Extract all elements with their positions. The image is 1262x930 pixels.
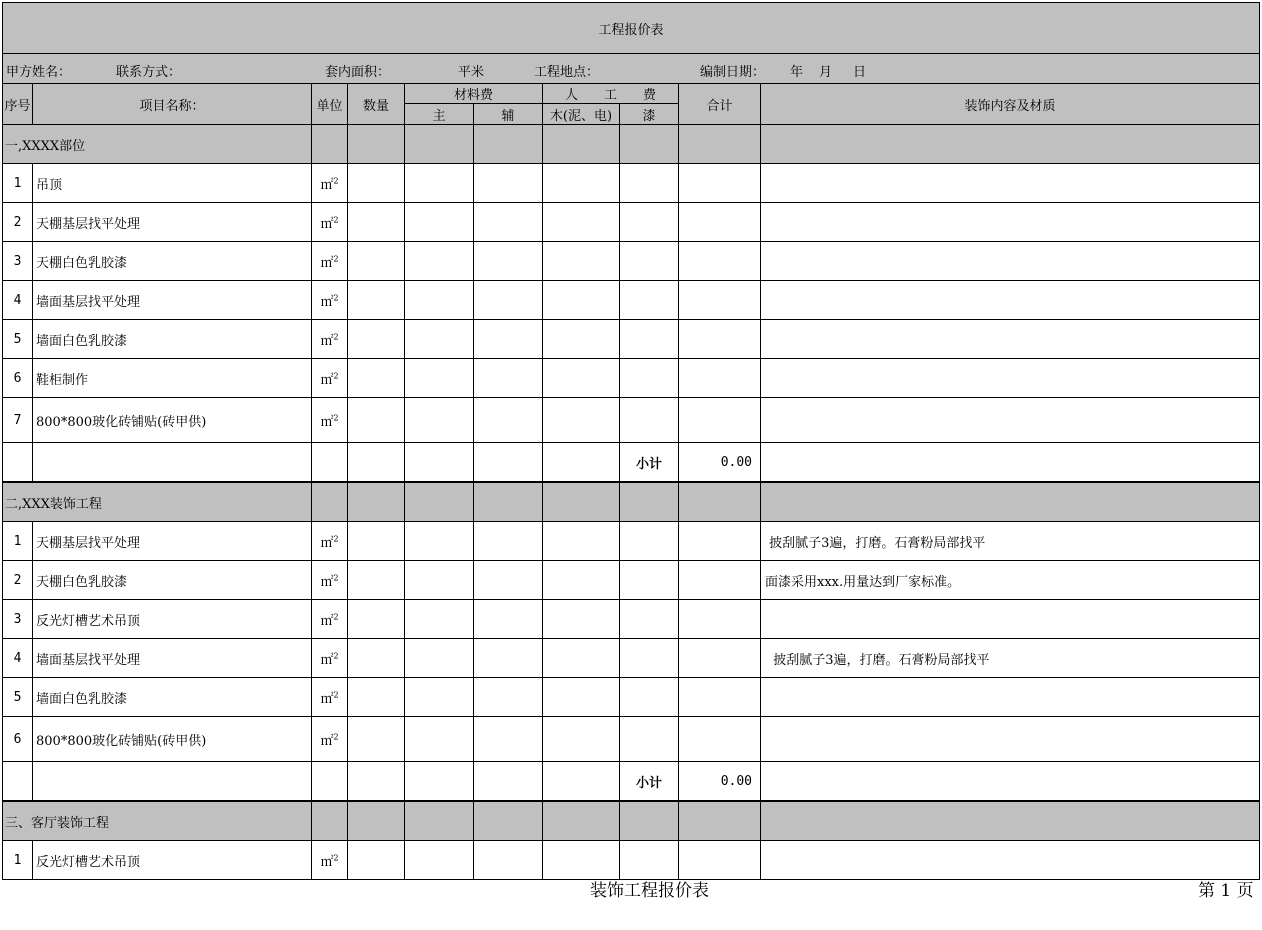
section-cell (348, 801, 405, 841)
table-row (3, 398, 1260, 443)
row-name: 800*800玻化砖铺贴(砖甲供) (33, 398, 312, 443)
row-labor-wood (543, 639, 620, 678)
row-labor-paint (620, 242, 679, 281)
section-title: 二,XXX装饰工程 (3, 482, 312, 522)
row-name: 反光灯槽艺术吊顶 (33, 841, 312, 880)
row-labor-wood (543, 561, 620, 600)
row-seq: 3 (3, 242, 33, 281)
row-labor-wood (543, 203, 620, 242)
section-cell (620, 801, 679, 841)
section-cell (312, 801, 348, 841)
section-cell (679, 801, 761, 841)
section-header (3, 482, 1260, 522)
row-unit (312, 281, 348, 320)
table-row (3, 600, 1260, 639)
header-unit: 单位 (312, 84, 348, 125)
subtotal-row (3, 762, 1260, 802)
row-qty (348, 281, 405, 320)
row-seq: 5 (3, 320, 33, 359)
row-labor-paint (620, 398, 679, 443)
row-labor-wood (543, 281, 620, 320)
row-desc: 披刮腻子3遍，打磨。石膏粉局部找平 (761, 639, 1260, 678)
unit-superscript: 2 (333, 332, 339, 342)
section-cell (405, 801, 474, 841)
unit-superscript: 2 (333, 651, 339, 661)
section-cell (543, 125, 620, 164)
unit-symbol: ㎡ (320, 535, 334, 551)
subtotal-row (3, 443, 1260, 483)
row-material-main (405, 841, 474, 880)
header-qty: 数量 (348, 84, 405, 125)
subtotal-empty (543, 762, 620, 802)
unit-superscript: 2 (333, 534, 339, 544)
row-total (679, 281, 761, 320)
section-cell (543, 482, 620, 522)
row-labor-paint (620, 359, 679, 398)
table-row (3, 639, 1260, 678)
row-qty (348, 841, 405, 880)
section-cell (761, 801, 1260, 841)
section-cell (405, 125, 474, 164)
unit-superscript: 2 (333, 176, 339, 186)
row-desc: 面漆采用xxx.用量达到厂家标准。 (761, 561, 1260, 600)
row-seq: 2 (3, 561, 33, 600)
section-cell (474, 125, 543, 164)
unit-symbol: ㎡ (320, 333, 334, 349)
row-desc (761, 398, 1260, 443)
row-labor-wood (543, 841, 620, 880)
unit-symbol: ㎡ (320, 574, 334, 590)
unit-symbol: ㎡ (320, 255, 334, 271)
info-row (3, 54, 1260, 84)
date-month: 月 (819, 65, 833, 80)
row-unit (312, 242, 348, 281)
row-labor-wood (543, 164, 620, 203)
row-unit (312, 164, 348, 203)
row-seq: 6 (3, 359, 33, 398)
row-total (679, 639, 761, 678)
row-name: 天棚基层找平处理 (33, 522, 312, 561)
row-desc (761, 841, 1260, 880)
row-labor-wood (543, 678, 620, 717)
table-row (3, 841, 1260, 880)
subtotal-label: 小计 (620, 762, 679, 802)
row-qty (348, 522, 405, 561)
row-total (679, 678, 761, 717)
row-name: 墙面白色乳胶漆 (33, 678, 312, 717)
row-total (679, 717, 761, 762)
table-row (3, 242, 1260, 281)
section-cell (312, 482, 348, 522)
row-material-aux (474, 203, 543, 242)
header-labor: 人 工 费 (543, 84, 679, 104)
row-qty (348, 639, 405, 678)
subtotal-label: 小计 (620, 443, 679, 483)
row-material-main (405, 398, 474, 443)
contact-label: 联系方式： (116, 65, 182, 80)
row-labor-wood (543, 359, 620, 398)
area-unit: 平米 (458, 65, 485, 80)
row-material-main (405, 164, 474, 203)
row-material-aux (474, 600, 543, 639)
row-material-aux (474, 320, 543, 359)
row-seq: 3 (3, 600, 33, 639)
row-total (679, 398, 761, 443)
section-cell (620, 125, 679, 164)
quote-table (2, 2, 1260, 880)
unit-symbol: ㎡ (320, 613, 334, 629)
unit-symbol: ㎡ (320, 216, 334, 232)
row-labor-paint (620, 600, 679, 639)
table-row (3, 281, 1260, 320)
row-material-aux (474, 561, 543, 600)
row-unit (312, 717, 348, 762)
row-unit (312, 678, 348, 717)
subtotal-empty (348, 762, 405, 802)
unit-superscript: 2 (333, 690, 339, 700)
row-desc (761, 678, 1260, 717)
subtotal-empty (474, 762, 543, 802)
subtotal-empty (405, 762, 474, 802)
section-cell (543, 801, 620, 841)
unit-symbol: ㎡ (320, 652, 334, 668)
unit-superscript: 2 (333, 371, 339, 381)
row-desc (761, 281, 1260, 320)
unit-symbol: ㎡ (320, 854, 334, 870)
row-seq: 1 (3, 164, 33, 203)
row-desc (761, 359, 1260, 398)
sheet-title: 工程报价表 (3, 3, 1260, 54)
section-cell (348, 482, 405, 522)
subtotal-value: 0.00 (679, 762, 761, 802)
row-name: 吊顶 (33, 164, 312, 203)
table-row (3, 522, 1260, 561)
subtotal-empty (312, 443, 348, 483)
row-qty (348, 203, 405, 242)
row-qty (348, 164, 405, 203)
row-desc (761, 164, 1260, 203)
footer-title: 装饰工程报价表 (590, 881, 709, 901)
date-year: 年 (790, 65, 804, 80)
row-desc (761, 242, 1260, 281)
row-name: 鞋柜制作 (33, 359, 312, 398)
table-row (3, 164, 1260, 203)
row-material-main (405, 359, 474, 398)
row-seq: 6 (3, 717, 33, 762)
row-total (679, 164, 761, 203)
section-cell (474, 801, 543, 841)
row-labor-paint (620, 281, 679, 320)
row-seq: 4 (3, 281, 33, 320)
row-qty (348, 398, 405, 443)
row-total (679, 203, 761, 242)
row-total (679, 320, 761, 359)
row-material-main (405, 242, 474, 281)
row-total (679, 600, 761, 639)
row-material-aux (474, 841, 543, 880)
unit-superscript: 2 (333, 573, 339, 583)
row-unit (312, 359, 348, 398)
footer-page-number: 第 1 页 (1198, 881, 1254, 901)
subtotal-empty (33, 762, 312, 802)
row-qty (348, 561, 405, 600)
unit-superscript: 2 (333, 293, 339, 303)
row-qty (348, 717, 405, 762)
section-cell (761, 482, 1260, 522)
row-material-main (405, 320, 474, 359)
table-row (3, 320, 1260, 359)
row-labor-wood (543, 717, 620, 762)
unit-symbol: ㎡ (320, 177, 334, 193)
row-desc (761, 320, 1260, 359)
row-material-main (405, 717, 474, 762)
unit-superscript: 2 (333, 413, 339, 423)
row-material-main (405, 561, 474, 600)
row-labor-wood (543, 242, 620, 281)
subtotal-empty (543, 443, 620, 483)
table-row (3, 717, 1260, 762)
row-unit (312, 398, 348, 443)
row-name: 天棚基层找平处理 (33, 203, 312, 242)
section-cell (761, 125, 1260, 164)
row-seq: 7 (3, 398, 33, 443)
section-cell (405, 482, 474, 522)
row-labor-paint (620, 320, 679, 359)
row-material-aux (474, 359, 543, 398)
row-name: 天棚白色乳胶漆 (33, 242, 312, 281)
unit-symbol: ㎡ (320, 372, 334, 388)
row-qty (348, 359, 405, 398)
row-labor-paint (620, 164, 679, 203)
unit-superscript: 2 (333, 215, 339, 225)
section-title: 一,XXXX部位 (3, 125, 312, 164)
section-cell (679, 482, 761, 522)
section-cell (679, 125, 761, 164)
subtotal-empty (33, 443, 312, 483)
row-name: 墙面基层找平处理 (33, 639, 312, 678)
row-desc (761, 717, 1260, 762)
row-labor-paint (620, 717, 679, 762)
row-desc (761, 203, 1260, 242)
row-unit (312, 639, 348, 678)
date-label: 编制日期： (700, 65, 766, 80)
row-total (679, 561, 761, 600)
header-paint: 漆 (620, 104, 679, 125)
row-qty (348, 678, 405, 717)
unit-superscript: 2 (333, 853, 339, 863)
unit-superscript: 2 (333, 732, 339, 742)
section-header (3, 125, 1260, 164)
row-total (679, 522, 761, 561)
subtotal-empty (3, 762, 33, 802)
row-unit (312, 320, 348, 359)
row-qty (348, 242, 405, 281)
row-name: 天棚白色乳胶漆 (33, 561, 312, 600)
row-desc: 披刮腻子3遍，打磨。石膏粉局部找平 (761, 522, 1260, 561)
unit-symbol: ㎡ (320, 691, 334, 707)
header-main: 主 (405, 104, 474, 125)
row-labor-paint (620, 639, 679, 678)
row-material-main (405, 281, 474, 320)
header-wood: 木(泥、电) (543, 104, 620, 125)
row-seq: 1 (3, 841, 33, 880)
row-labor-wood (543, 600, 620, 639)
row-labor-paint (620, 522, 679, 561)
unit-symbol: ㎡ (320, 294, 334, 310)
row-unit (312, 600, 348, 639)
row-name: 反光灯槽艺术吊顶 (33, 600, 312, 639)
row-labor-paint (620, 203, 679, 242)
row-unit (312, 203, 348, 242)
header-total: 合计 (679, 84, 761, 125)
subtotal-empty (405, 443, 474, 483)
header-desc: 装饰内容及材质 (761, 84, 1260, 125)
row-material-main (405, 678, 474, 717)
row-total (679, 841, 761, 880)
row-total (679, 359, 761, 398)
unit-symbol: ㎡ (320, 733, 334, 749)
header-material: 材料费 (405, 84, 543, 104)
row-seq: 5 (3, 678, 33, 717)
section-cell (620, 482, 679, 522)
row-labor-paint (620, 841, 679, 880)
row-material-main (405, 522, 474, 561)
section-cell (474, 482, 543, 522)
unit-superscript: 2 (333, 612, 339, 622)
row-labor-wood (543, 522, 620, 561)
header-seq: 序号 (3, 84, 33, 125)
row-total (679, 242, 761, 281)
row-material-aux (474, 164, 543, 203)
row-labor-paint (620, 561, 679, 600)
header-name: 项目名称： (33, 84, 312, 125)
table-row (3, 203, 1260, 242)
client-name-label: 甲方姓名： (6, 65, 72, 80)
row-name: 墙面基层找平处理 (33, 281, 312, 320)
row-material-aux (474, 717, 543, 762)
subtotal-desc (761, 762, 1260, 802)
row-seq: 2 (3, 203, 33, 242)
row-labor-wood (543, 398, 620, 443)
row-qty (348, 600, 405, 639)
row-material-main (405, 203, 474, 242)
table-row (3, 678, 1260, 717)
subtotal-empty (3, 443, 33, 483)
section-title: 三、客厅装饰工程 (3, 801, 312, 841)
subtotal-value: 0.00 (679, 443, 761, 483)
row-desc (761, 600, 1260, 639)
subtotal-empty (474, 443, 543, 483)
subtotal-desc (761, 443, 1260, 483)
section-cell (348, 125, 405, 164)
row-seq: 1 (3, 522, 33, 561)
row-material-main (405, 639, 474, 678)
row-qty (348, 320, 405, 359)
row-unit (312, 561, 348, 600)
table-row (3, 561, 1260, 600)
unit-superscript: 2 (333, 254, 339, 264)
row-name: 800*800玻化砖铺贴(砖甲供) (33, 717, 312, 762)
section-cell (312, 125, 348, 164)
table-row (3, 359, 1260, 398)
row-material-aux (474, 678, 543, 717)
row-material-aux (474, 242, 543, 281)
row-name: 墙面白色乳胶漆 (33, 320, 312, 359)
row-labor-paint (620, 678, 679, 717)
header-aux: 辅 (474, 104, 543, 125)
row-labor-wood (543, 320, 620, 359)
row-unit (312, 522, 348, 561)
unit-symbol: ㎡ (320, 414, 334, 430)
date-day: 日 (853, 65, 867, 80)
row-seq: 4 (3, 639, 33, 678)
row-material-aux (474, 639, 543, 678)
row-material-aux (474, 281, 543, 320)
row-unit (312, 841, 348, 880)
area-label: 套内面积： (325, 65, 391, 80)
row-material-aux (474, 522, 543, 561)
row-material-aux (474, 398, 543, 443)
row-material-main (405, 600, 474, 639)
subtotal-empty (312, 762, 348, 802)
site-label: 工程地点： (534, 65, 600, 80)
section-header (3, 801, 1260, 841)
subtotal-empty (348, 443, 405, 483)
